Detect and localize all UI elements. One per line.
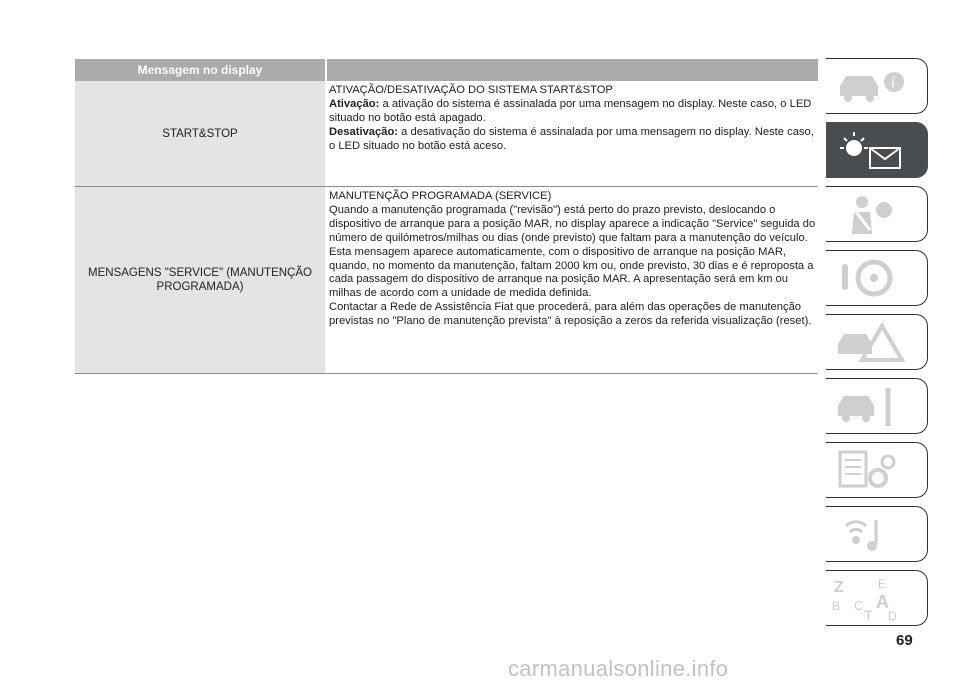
car-warning-triangle-icon bbox=[832, 318, 922, 366]
tab-multimedia[interactable] bbox=[826, 506, 928, 562]
seat-belt-airbag-icon bbox=[832, 190, 922, 238]
svg-text:E: E bbox=[878, 577, 887, 591]
description-line: MANUTENÇÃO PROGRAMADA (SERVICE) bbox=[329, 190, 552, 202]
svg-text:C: C bbox=[854, 598, 864, 613]
description-line: Contactar a Rede de Assistência Fiat que procederá, para além das operações de manutenção previstas no "Plano de manutenção prevista" à reposição a zeros da referida visualização (reset). bbox=[329, 301, 812, 328]
tab-index[interactable] bbox=[826, 570, 928, 626]
message-name-cell bbox=[75, 81, 325, 186]
description-line: ATIVAÇÃO/DESATIVAÇÃO DO SISTEMA START&STOP bbox=[329, 84, 613, 96]
display-messages-table bbox=[75, 59, 818, 374]
svg-text:Z: Z bbox=[834, 579, 844, 596]
message-name-cell bbox=[75, 187, 325, 373]
tab-vehicle-knowledge[interactable] bbox=[826, 58, 928, 114]
svg-text:D: D bbox=[888, 609, 897, 622]
table-header bbox=[75, 59, 818, 81]
description-line: Ativação: a ativação do sistema é assinalada por uma mensagem no display. Neste caso, o LED situado no botão está apagado. bbox=[329, 97, 812, 124]
description-line: Quando a manutenção programada ("revisão") está perto do prazo previsto, deslocando o dispositivo de arranque para a posição MAR, no display aparece a indicação "Service" seguida do número de quilómetros/milhas ou dias (onde previsto) que faltam para a manutenção do veículo. bbox=[329, 203, 816, 244]
warning-light-message-icon bbox=[832, 126, 922, 174]
multimedia-icon bbox=[832, 510, 922, 558]
header-message-column: Mensagem no display bbox=[75, 59, 325, 81]
page-number: 69 bbox=[896, 632, 913, 649]
description-line: Desativação: a desativação do sistema é assinalada por uma mensagem no display. Neste caso, o LED situado no botão está aceso. bbox=[329, 125, 814, 152]
message-description-cell bbox=[327, 187, 818, 373]
deactivation-label: Desativação: bbox=[329, 125, 399, 138]
watermark: carmanualsonline.info bbox=[508, 656, 729, 681]
tab-emergency[interactable] bbox=[826, 314, 928, 370]
tab-safety[interactable] bbox=[826, 186, 928, 242]
specifications-gears-icon bbox=[832, 446, 922, 494]
table-row bbox=[75, 187, 818, 374]
message-name: MENSAGENS "SERVICE" (MANUTENÇÃO PROGRAMADA) bbox=[88, 267, 312, 293]
description-line: Esta mensagem aparece automaticamente, com o dispositivo de arranque na posição MAR, quando, no momento da manutenção, faltam 2000 km ou, onde previsto, 30 dias e é reproposta a cada passagem do dispositivo de arranque na posição MAR. A apresentação será em km ou milhas de acordo com a unidade de medida definida. bbox=[329, 245, 814, 300]
tab-dashboard-lights[interactable] bbox=[826, 122, 928, 178]
tab-maintenance[interactable] bbox=[826, 378, 928, 434]
svg-text:A: A bbox=[876, 592, 889, 612]
car-info-icon bbox=[832, 62, 922, 110]
svg-text:i: i bbox=[891, 75, 896, 91]
table-row bbox=[75, 81, 818, 187]
svg-text:B: B bbox=[832, 599, 841, 613]
header-description-column bbox=[327, 59, 818, 81]
activation-label: Ativação: bbox=[329, 97, 380, 110]
svg-text:T: T bbox=[864, 607, 873, 622]
key-steering-wheel-icon bbox=[832, 254, 922, 302]
message-description-cell bbox=[327, 81, 818, 186]
alphabetical-index-icon bbox=[832, 574, 922, 622]
car-wrench-icon bbox=[832, 382, 922, 430]
message-name: START&STOP bbox=[162, 127, 238, 140]
tab-starting-driving[interactable] bbox=[826, 250, 928, 306]
tab-technical-data[interactable] bbox=[826, 442, 928, 498]
